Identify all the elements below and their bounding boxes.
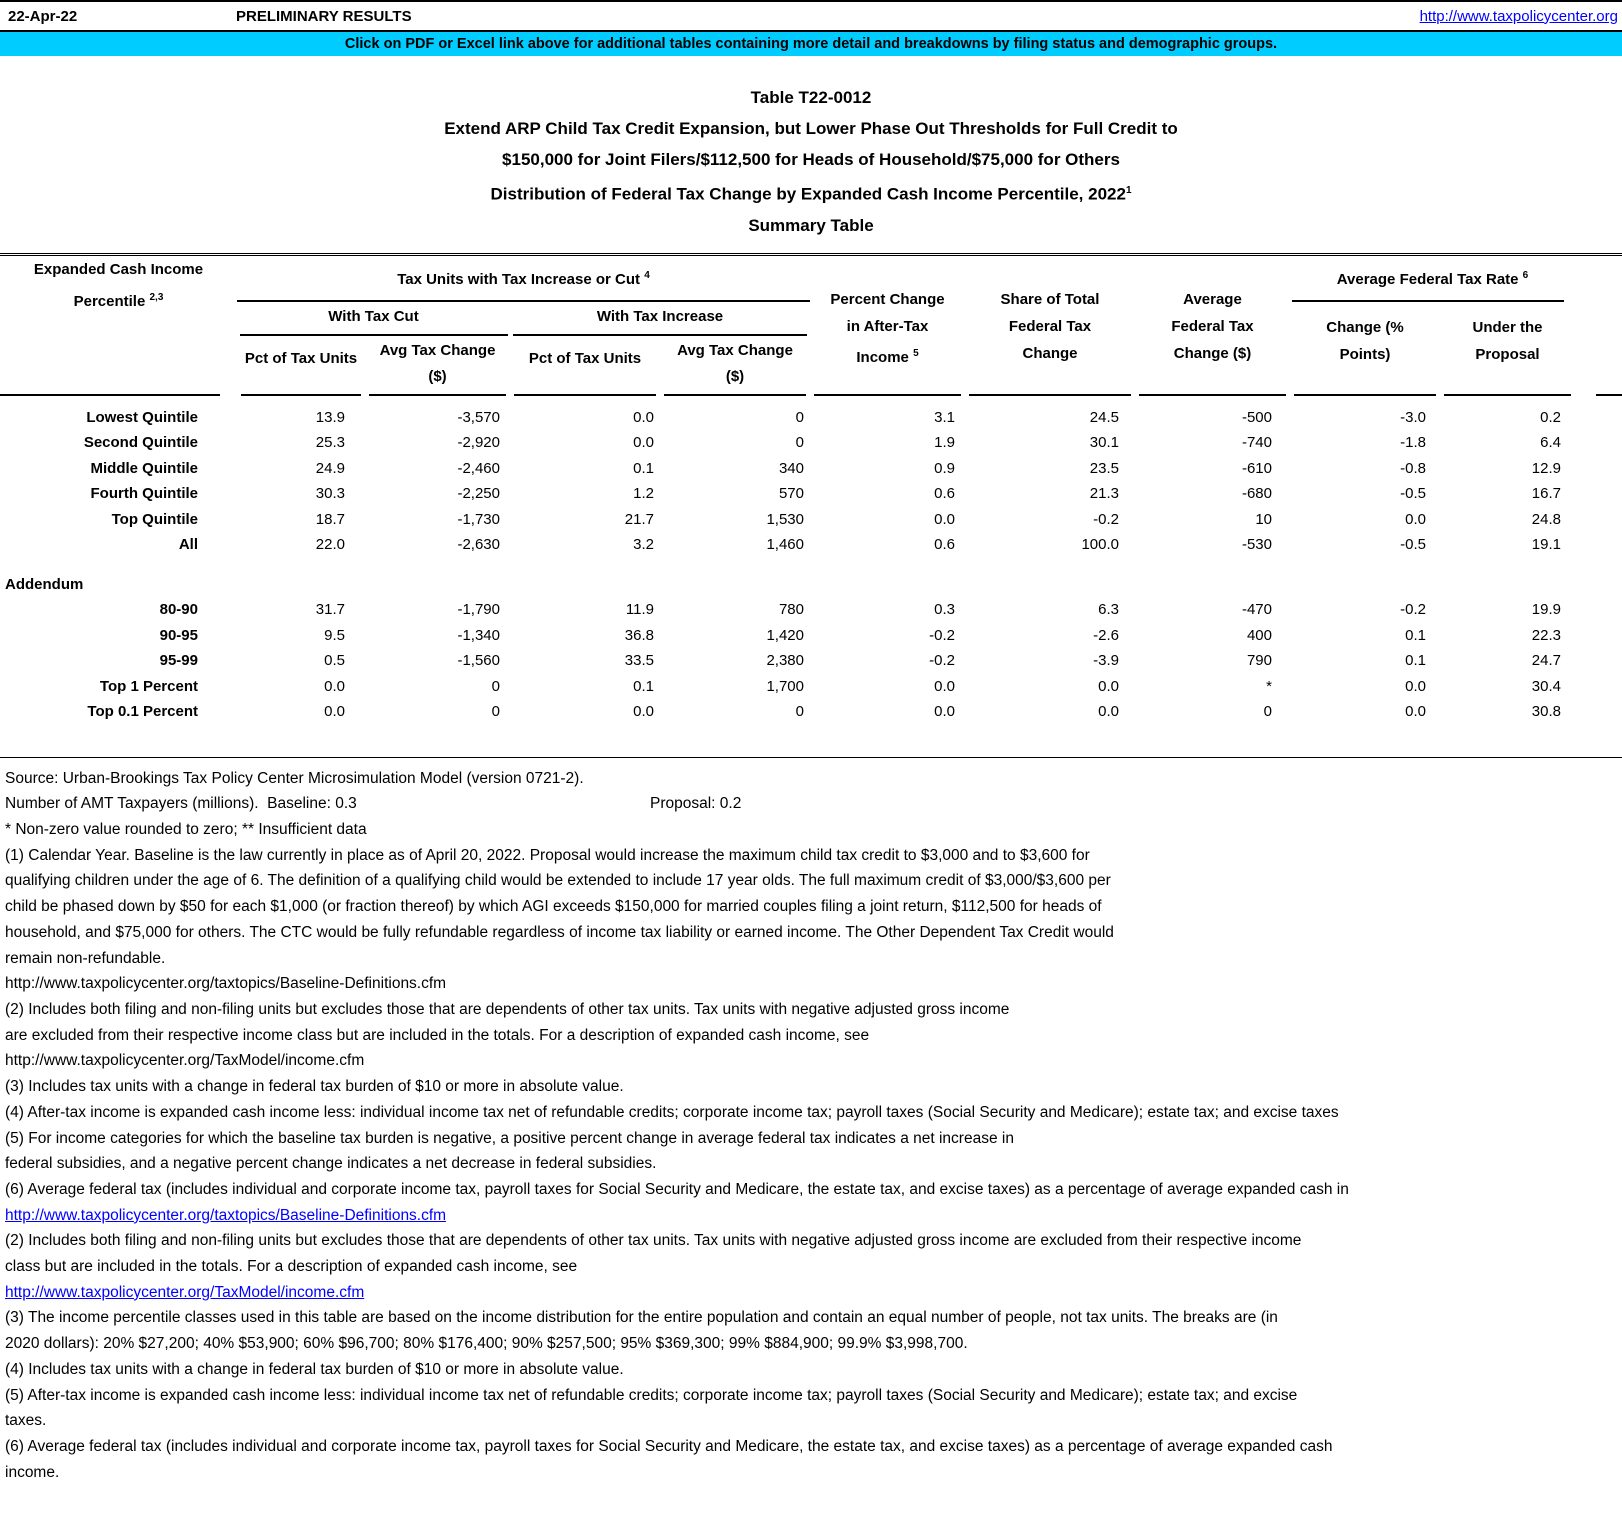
cell-value: -3.0: [1400, 408, 1426, 426]
table-row: [0, 456, 1622, 482]
cell-value: 30.4: [1531, 677, 1561, 695]
cell-value: 22.3: [1531, 626, 1561, 644]
cell-value: -740: [1241, 434, 1272, 452]
header-rule-c0: [0, 394, 220, 396]
cell-value: 570: [778, 485, 804, 503]
header-rule-c4: [664, 394, 806, 396]
footnote-ref-6: 6: [1522, 269, 1529, 281]
cell-value: 21.7: [624, 510, 654, 528]
cell-value: 12.9: [1531, 459, 1561, 477]
col-header-average-federal-tax-change: Average Federal Tax Change ($): [1171, 290, 1254, 362]
footnote-line: child be phased down by $50 for each $1,000 (or fraction thereof) by which AGI exceeds $150,000 for married couples filing a joint return, $112,500 for heads of: [5, 898, 1102, 916]
cell-value: 0.6: [934, 485, 955, 503]
row-label: 90-95: [159, 626, 198, 644]
cell-value: 16.7: [1531, 485, 1561, 503]
cell-value: 1,420: [766, 626, 804, 644]
footnote-line: qualifying children under the age of 6. The definition of a qualifying child would be extended to include 17 year olds. The full maximum credit of $3,000/$3,600 per: [5, 872, 1111, 890]
table-row: [0, 623, 1622, 649]
footnote-line: http://www.taxpolicycenter.org/TaxModel/income.cfm: [5, 1052, 365, 1070]
header-rule-c7: [1139, 394, 1286, 396]
footnote-ref-1: 1: [1125, 185, 1132, 196]
cell-value: 22.0: [315, 536, 345, 554]
cell-value: -0.5: [1400, 485, 1426, 503]
footnotes: [0, 758, 1622, 1486]
cell-value: 6.4: [1540, 434, 1561, 452]
pdf-excel-banner: Click on PDF or Excel link above for additional tables containing more detail and breakdowns by filing status and demographic groups.: [0, 32, 1622, 56]
cell-value: 340: [778, 459, 804, 477]
rule-under-with-tax-cut: [240, 334, 508, 336]
footnote-line: 2020 dollars): 20% $27,200; 40% $53,900; 60% $96,700; 80% $176,400; 90% $257,500; 95% $369,300; 99% $884,900; 99.9% $3,998,700.: [5, 1335, 968, 1353]
table-row: [0, 405, 1622, 431]
footnote-line: remain non-refundable.: [5, 949, 166, 967]
cell-value: 0: [795, 703, 804, 721]
rule-under-with-tax-increase: [513, 334, 807, 336]
cell-value: 0.0: [1098, 677, 1119, 695]
cell-value: -1.8: [1400, 434, 1426, 452]
cell-value: 0.0: [324, 677, 345, 695]
footnote-line: (2) Includes both filing and non-filing units but excludes those that are dependents of other tax units. Tax units with negative adjusted gross income: [5, 1000, 1010, 1018]
col-header-avg-tax-change-cut: Avg Tax Change ($): [379, 341, 496, 385]
cell-value: 0.5: [324, 652, 345, 670]
cell-value: 19.9: [1531, 601, 1561, 619]
cell-value: 30.8: [1531, 703, 1561, 721]
main-rows: [0, 405, 1622, 558]
footnote-line: (3) The income percentile classes used in this table are based on the income distribution for the entire population and contain an equal number of people, not tax units. The breaks are (in: [5, 1309, 1278, 1327]
cell-value: -2,920: [457, 434, 500, 452]
cell-value: 0: [491, 677, 500, 695]
title-line-4: Distribution of Federal Tax Change by Expanded Cash Income Percentile, 2022$^1$: [490, 184, 1132, 204]
group-header-average-federal-tax-rate: Average Federal Tax Rate $^6$: [1336, 269, 1529, 288]
header-rule-c3: [514, 394, 656, 396]
cell-value: 3.2: [633, 536, 654, 554]
cell-value: 24.5: [1089, 408, 1119, 426]
cell-value: 18.7: [315, 510, 345, 528]
rule-under-tax-units: [237, 300, 810, 302]
row-label: Fourth Quintile: [90, 485, 198, 503]
col-header-change-pct-points: Change (% Points): [1326, 318, 1404, 363]
amt-baseline: Number of AMT Taxpayers (millions). Baseline: 0.3: [5, 795, 357, 813]
cell-value: -2,630: [457, 536, 500, 554]
table-row: [0, 507, 1622, 533]
cell-value: 0: [795, 408, 804, 426]
footnote-line: (2) Includes both filing and non-filing units but excludes those that are dependents of other tax units. Tax units with negative adjusted gross income are excluded from their respective income: [5, 1232, 1302, 1250]
cell-value: *: [1266, 677, 1272, 695]
footnote-line: household, and $75,000 for others. The CTC would be fully refundable regardless of income tax liability or earned income. The Other Dependent Tax Credit would: [5, 923, 1114, 941]
summary-table: [0, 253, 1622, 758]
cell-value: 24.9: [315, 459, 345, 477]
cell-value: -610: [1241, 459, 1272, 477]
footnote-line: [5, 1280, 1622, 1306]
cell-value: 0.0: [1098, 703, 1119, 721]
table-row: [0, 699, 1622, 725]
cell-value: -1,790: [457, 601, 500, 619]
cell-value: 1,530: [766, 510, 804, 528]
footnote-line: (6) Average federal tax (includes individual and corporate income tax, payroll taxes for Social Security and Medicare, the estate tax, and excise taxes) as a percentage of average expanded cash in: [5, 1180, 1349, 1198]
footnote-line: (3) Includes tax units with a change in federal tax burden of $10 or more in absolute value.: [5, 1078, 624, 1096]
cell-value: -470: [1241, 601, 1272, 619]
footnote-line: income.: [5, 1463, 60, 1481]
footnote-line: class but are included in the totals. For a description of expanded cash income, see: [5, 1258, 578, 1276]
source-line: Source: Urban-Brookings Tax Policy Center Microsimulation Model (version 0721-2).: [5, 769, 584, 787]
footnote-lines: [5, 843, 1622, 1486]
cell-value: 3.1: [934, 408, 955, 426]
cell-value: -0.2: [1093, 510, 1119, 528]
title-line-3: $150,000 for Joint Filers/$112,500 for Heads of Household/$75,000 for Others: [502, 150, 1120, 169]
cell-value: 0.0: [934, 703, 955, 721]
footnote-link[interactable]: http://www.taxpolicycenter.org/TaxModel/income.cfm: [5, 1283, 365, 1301]
cell-value: 31.7: [315, 601, 345, 619]
cell-value: -0.2: [929, 652, 955, 670]
header-rule-edge: [1596, 394, 1622, 396]
cell-value: 0.9: [934, 459, 955, 477]
row-label: All: [178, 536, 198, 554]
col-header-avg-tax-change-increase: Avg Tax Change ($): [677, 341, 793, 385]
col-header-share-total-federal-tax-change: Share of Total Federal Tax Change: [1000, 290, 1100, 362]
col-header-under-the-proposal: Under the Proposal: [1472, 318, 1543, 363]
cell-value: -500: [1241, 408, 1272, 426]
col-header-income-percentile: Expanded Cash Income Percentile $^{2,3}$: [33, 260, 204, 310]
cell-value: 0.6: [934, 536, 955, 554]
cell-value: 0.0: [1405, 703, 1426, 721]
cell-value: -0.8: [1400, 459, 1426, 477]
footnote-line: (4) After-tax income is expanded cash income less: individual income tax net of refundable credits; corporate income tax; payroll taxes (Social Security and Medicare); estate tax; and excise taxes: [5, 1103, 1339, 1121]
cell-value: 23.5: [1089, 459, 1119, 477]
cell-value: -680: [1241, 485, 1272, 503]
table-row: [0, 532, 1622, 558]
cell-value: 13.9: [315, 408, 345, 426]
row-label: Top 0.1 Percent: [87, 703, 198, 721]
row-label: Top 1 Percent: [99, 677, 198, 695]
title-block: [0, 82, 1622, 241]
cell-value: 33.5: [624, 652, 654, 670]
preliminary-results-label: PRELIMINARY RESULTS: [236, 7, 412, 25]
amt-proposal: Proposal: 0.2: [650, 795, 742, 813]
cell-value: 0.0: [1405, 677, 1426, 695]
row-label: 95-99: [159, 652, 198, 670]
cell-value: -2,250: [457, 485, 500, 503]
row-label: Second Quintile: [83, 434, 198, 452]
cell-value: 6.3: [1098, 601, 1119, 619]
cell-value: 0.1: [1405, 652, 1426, 670]
cell-value: 0.0: [324, 703, 345, 721]
cell-value: -1,560: [457, 652, 500, 670]
date-label: 22-Apr-22: [8, 7, 78, 25]
cell-value: 2,380: [766, 652, 804, 670]
cell-value: 19.1: [1531, 536, 1561, 554]
footnote-ref-5: 5: [913, 347, 919, 359]
cell-value: 0.0: [633, 434, 654, 452]
footnote-line: [5, 1203, 1622, 1229]
rule-under-avg-federal-tax-rate: [1292, 300, 1564, 302]
cell-value: 0.0: [633, 703, 654, 721]
footnote-ref-2-3: 2,3: [149, 291, 164, 303]
cell-value: 0.3: [934, 601, 955, 619]
cell-value: -3,570: [457, 408, 500, 426]
cell-value: 1.2: [633, 485, 654, 503]
cell-value: 1.9: [934, 434, 955, 452]
group-header-tax-units: Tax Units with Tax Increase or Cut $^4$: [397, 269, 650, 288]
table-row: [0, 481, 1622, 507]
cell-value: -2.6: [1093, 626, 1119, 644]
addendum-rows: [0, 597, 1622, 725]
subgroup-header-with-tax-increase: With Tax Increase: [596, 307, 724, 325]
row-label: Middle Quintile: [90, 459, 198, 477]
top-bar: [0, 0, 1622, 32]
cell-value: -1,340: [457, 626, 500, 644]
table-header: [0, 256, 1622, 396]
table-row: [0, 430, 1622, 456]
cell-value: 780: [778, 601, 804, 619]
header-rule-c1: [241, 394, 361, 396]
footnote-line: taxes.: [5, 1412, 47, 1430]
header-rule-c8: [1294, 394, 1436, 396]
table-row: [0, 597, 1622, 623]
cell-value: -1,730: [457, 510, 500, 528]
cell-value: 0.1: [633, 677, 654, 695]
cell-value: -0.2: [929, 626, 955, 644]
cell-value: 10: [1255, 510, 1272, 528]
cell-value: 21.3: [1089, 485, 1119, 503]
row-label: Lowest Quintile: [86, 408, 198, 426]
taxpolicycenter-link[interactable]: http://www.taxpolicycenter.org: [1419, 7, 1618, 25]
header-rule-c2: [369, 394, 506, 396]
footnote-line: (6) Average federal tax (includes individual and corporate income tax, payroll taxes for Social Security and Medicare, the estate tax, and excise taxes) as a percentage of average expanded cash: [5, 1437, 1333, 1455]
row-label: Top Quintile: [111, 510, 198, 528]
amt-taxpayers-line: [5, 791, 1622, 817]
header-rule-c5: [814, 394, 961, 396]
cell-value: 0: [491, 703, 500, 721]
cell-value: 24.8: [1531, 510, 1561, 528]
table-number-title: Table T22-0012: [750, 88, 872, 107]
cell-value: -2,460: [457, 459, 500, 477]
cell-value: 1,460: [766, 536, 804, 554]
cell-value: 0.0: [633, 408, 654, 426]
summary-table-label: Summary Table: [748, 215, 874, 235]
cell-value: 0.0: [934, 677, 955, 695]
cell-value: 36.8: [624, 626, 654, 644]
cell-value: 400: [1246, 626, 1272, 644]
footnote-line: (4) Includes tax units with a change in federal tax burden of $10 or more in absolute value.: [5, 1360, 624, 1378]
cell-value: 9.5: [324, 626, 345, 644]
cell-value: 0.0: [1405, 510, 1426, 528]
cell-value: -530: [1241, 536, 1272, 554]
table-body: [0, 405, 1622, 725]
cell-value: 30.3: [315, 485, 345, 503]
cell-value: 11.9: [625, 601, 654, 619]
footnote-line: are excluded from their respective income class but are included in the totals. For a description of expanded cash income, see: [5, 1026, 870, 1044]
cell-value: 0: [795, 434, 804, 452]
title-line-2: Extend ARP Child Tax Credit Expansion, but Lower Phase Out Thresholds for Full Credit to: [444, 119, 1178, 138]
cell-value: 25.3: [315, 434, 345, 452]
header-rule-c9: [1444, 394, 1571, 396]
header-rule-c6: [969, 394, 1131, 396]
addendum-label: Addendum: [5, 575, 84, 593]
footnote-ref-4: 4: [644, 269, 650, 281]
row-label: 80-90: [159, 601, 198, 619]
table-row: [0, 648, 1622, 674]
cell-value: 1,700: [766, 677, 804, 695]
cell-value: 790: [1246, 652, 1272, 670]
cell-value: 30.1: [1089, 434, 1119, 452]
col-header-percent-change-after-tax-income: Percent Change in After-Tax Income $^5$: [830, 290, 945, 366]
cell-value: -0.5: [1400, 536, 1426, 554]
table-row: [0, 674, 1622, 700]
cell-value: 0.2: [1540, 408, 1561, 426]
footnote-line: (5) For income categories for which the baseline tax burden is negative, a positive percent change in average federal tax indicates a net increase in: [5, 1129, 1014, 1147]
footnote-line: federal subsidies, and a negative percent change indicates a net decrease in federal subsidies.: [5, 1155, 657, 1173]
cell-value: 24.7: [1531, 652, 1561, 670]
cell-value: -0.2: [1400, 601, 1426, 619]
col-header-pct-tax-units-cut: Pct of Tax Units: [244, 349, 358, 367]
subgroup-header-with-tax-cut: With Tax Cut: [328, 307, 419, 325]
cell-value: 100.0: [1081, 536, 1119, 554]
cell-value: -3.9: [1093, 652, 1119, 670]
asterisk-note: * Non-zero value rounded to zero; ** Insufficient data: [5, 821, 367, 839]
cell-value: 0.1: [633, 459, 654, 477]
col-header-pct-tax-units-increase: Pct of Tax Units: [528, 349, 642, 367]
cell-value: 0: [1263, 703, 1272, 721]
cell-value: 0.1: [1405, 626, 1426, 644]
footnote-line: (1) Calendar Year. Baseline is the law currently in place as of April 20, 2022. Proposal would increase the maximum child tax credit to $3,000 and to $3,600 for: [5, 846, 1090, 864]
footnote-link[interactable]: http://www.taxpolicycenter.org/taxtopics/Baseline-Definitions.cfm: [5, 1206, 447, 1224]
footnote-line: http://www.taxpolicycenter.org/taxtopics/Baseline-Definitions.cfm: [5, 975, 447, 993]
footnote-line: (5) After-tax income is expanded cash income less: individual income tax net of refundable credits; corporate income tax; payroll taxes (Social Security and Medicare); estate tax; and excise: [5, 1386, 1298, 1404]
cell-value: 0.0: [934, 510, 955, 528]
